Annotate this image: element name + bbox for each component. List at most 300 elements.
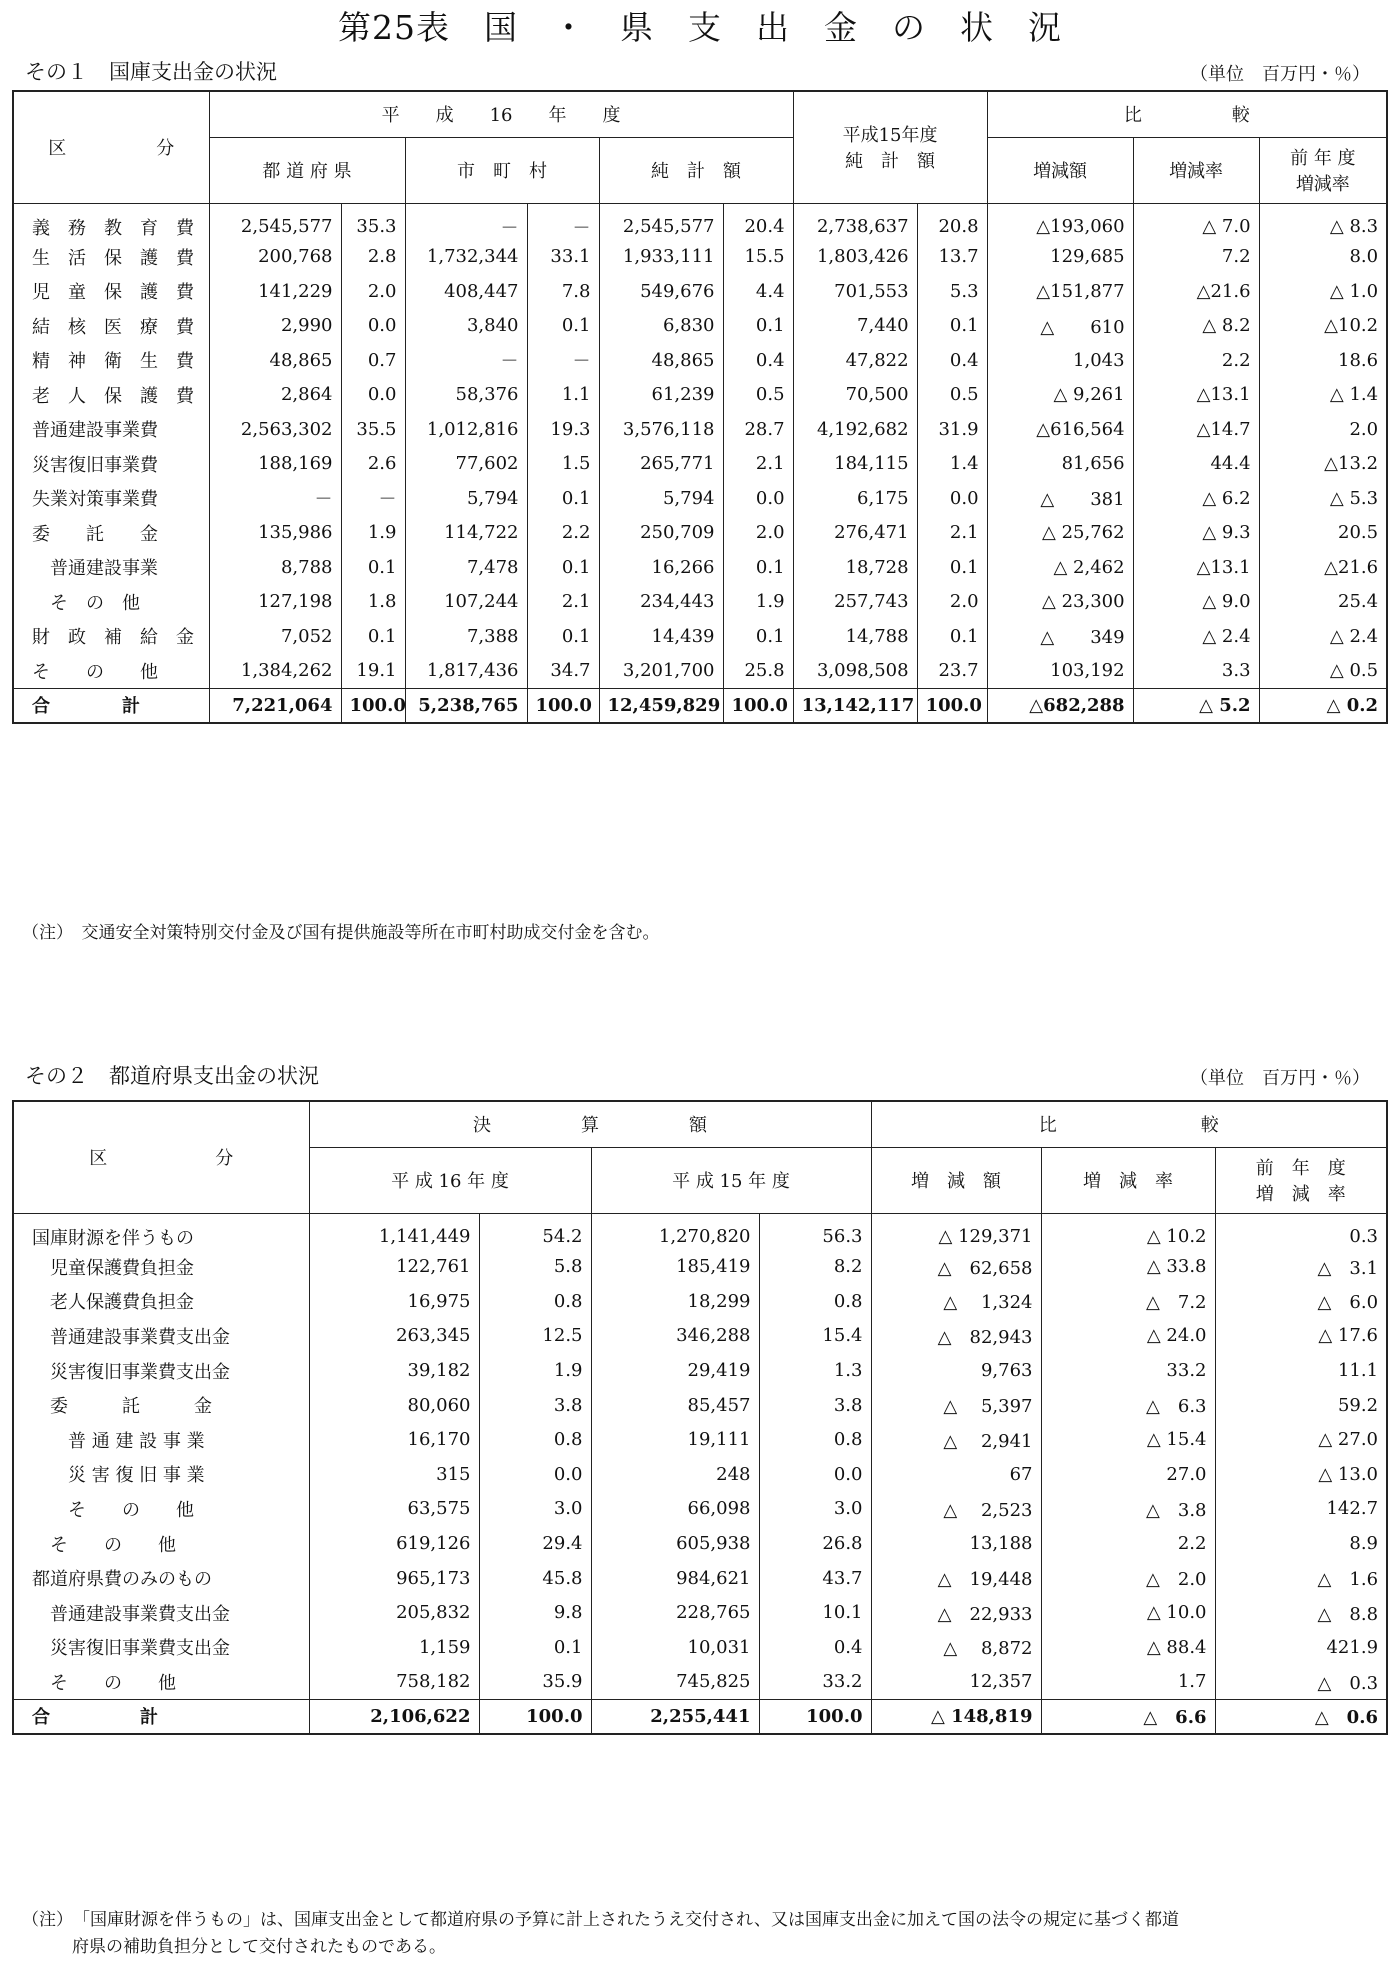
cell-value: 10,031	[591, 1630, 759, 1665]
row-label: 結 核 医 療 費	[13, 309, 209, 344]
cell-value: －	[405, 343, 527, 378]
cell-value: 7,440	[793, 309, 917, 344]
cell-value: 103,192	[987, 654, 1133, 689]
table-row	[13, 516, 1387, 551]
cell-value: 13,188	[871, 1526, 1041, 1561]
cell-value: △ 6.6	[1041, 1699, 1215, 1734]
cell-value: 2.6	[341, 447, 405, 482]
cell-value: 0.1	[341, 550, 405, 585]
cell-value: △ 5,397	[871, 1388, 1041, 1423]
t2-header-h15: 平 成 15 年 度	[591, 1147, 871, 1213]
cell-value: 9.8	[479, 1595, 591, 1630]
cell-value: 23.7	[917, 654, 987, 689]
cell-value: 0.7	[341, 343, 405, 378]
cell-value: 0.1	[917, 550, 987, 585]
cell-value: 1.8	[341, 585, 405, 620]
cell-value: 3,840	[405, 309, 527, 344]
cell-value: 234,443	[599, 585, 723, 620]
cell-value: 0.1	[527, 309, 599, 344]
cell-value: △ 9.3	[1133, 516, 1259, 551]
cell-value: 29.4	[479, 1526, 591, 1561]
cell-value: 188,169	[209, 447, 341, 482]
cell-value: 16,975	[309, 1284, 479, 1319]
cell-value: 2.0	[723, 516, 793, 551]
cell-value: －	[341, 481, 405, 516]
cell-value: 0.1	[723, 619, 793, 654]
table2-note-line2: 府県の補助負担分として交付されたものである。	[72, 1937, 446, 1957]
cell-value: △ 8.3	[1259, 203, 1387, 240]
table-total-row	[13, 1699, 1387, 1734]
t2-header-h16: 平 成 16 年 度	[309, 1147, 591, 1213]
cell-value: 12.5	[479, 1319, 591, 1354]
cell-value: 619,126	[309, 1526, 479, 1561]
cell-value: △ 2,523	[871, 1492, 1041, 1527]
cell-value: 2.1	[527, 585, 599, 620]
cell-value: 2.1	[917, 516, 987, 551]
cell-value: 0.4	[917, 343, 987, 378]
cell-value: 12,357	[871, 1665, 1041, 1700]
cell-value: 0.1	[527, 550, 599, 585]
cell-value: 0.8	[479, 1284, 591, 1319]
row-label: 合 計	[13, 1699, 309, 1734]
cell-value: 1.7	[1041, 1665, 1215, 1700]
cell-value: 107,244	[405, 585, 527, 620]
cell-value: 1,803,426	[793, 240, 917, 275]
cell-value: △ 15.4	[1041, 1422, 1215, 1457]
cell-value: 29,419	[591, 1353, 759, 1388]
cell-value: △616,564	[987, 412, 1133, 447]
cell-value: △ 5.3	[1259, 481, 1387, 516]
cell-value: 965,173	[309, 1561, 479, 1596]
row-label: 失業対策事業費	[13, 481, 209, 516]
t1-header-h15-line2: 純 計 額	[845, 151, 936, 173]
cell-value: 20.5	[1259, 516, 1387, 551]
cell-value: 3,576,118	[599, 412, 723, 447]
row-label: そ の 他	[13, 654, 209, 689]
table-row	[13, 1250, 1387, 1285]
cell-value: 26.8	[759, 1526, 871, 1561]
row-label: そ の 他	[13, 1492, 309, 1527]
cell-value: 185,419	[591, 1250, 759, 1285]
cell-value: 7,388	[405, 619, 527, 654]
cell-value: 5.3	[917, 274, 987, 309]
row-label: 合 計	[13, 688, 209, 723]
cell-value: 184,115	[793, 447, 917, 482]
cell-value: △ 27.0	[1215, 1422, 1387, 1457]
cell-value: 1.9	[479, 1353, 591, 1388]
table-row	[13, 481, 1387, 516]
cell-value: 58,376	[405, 378, 527, 413]
cell-value: －	[209, 481, 341, 516]
cell-value: △13.1	[1133, 378, 1259, 413]
cell-value: 3.8	[759, 1388, 871, 1423]
cell-value: 142.7	[1215, 1492, 1387, 1527]
cell-value: 1,817,436	[405, 654, 527, 689]
t1-header-h16: 平 成 16 年 度	[209, 91, 793, 137]
table1-subtitle: その１ 国庫支出金の状況	[25, 60, 277, 84]
cell-value: 1,043	[987, 343, 1133, 378]
t2-header-compare: 比 較	[871, 1101, 1387, 1147]
cell-value: △13.1	[1133, 550, 1259, 585]
row-label: そ の 他	[13, 1526, 309, 1561]
cell-value: △ 2.4	[1259, 619, 1387, 654]
cell-value: 0.8	[759, 1422, 871, 1457]
t1-header-rate: 増減率	[1133, 137, 1259, 203]
table-row	[13, 274, 1387, 309]
table-row	[13, 1284, 1387, 1319]
cell-value: 0.1	[723, 550, 793, 585]
cell-value: 2.0	[1259, 412, 1387, 447]
cell-value: 100.0	[341, 688, 405, 723]
cell-value: △ 2.4	[1133, 619, 1259, 654]
cell-value: 25.8	[723, 654, 793, 689]
cell-value: 28.7	[723, 412, 793, 447]
table-row	[13, 378, 1387, 413]
t1-header-prev-line2: 増減率	[1295, 174, 1350, 195]
cell-value: 43.7	[759, 1561, 871, 1596]
cell-value: 2,990	[209, 309, 341, 344]
cell-value: 3.8	[479, 1388, 591, 1423]
t1-header-prev	[1259, 137, 1387, 203]
t1-header-h15-line1: 平成15年度	[842, 125, 938, 147]
cell-value: 33.2	[1041, 1353, 1215, 1388]
cell-value: 408,447	[405, 274, 527, 309]
cell-value: △ 0.6	[1215, 1699, 1387, 1734]
cell-value: 250,709	[599, 516, 723, 551]
cell-value: 1,012,816	[405, 412, 527, 447]
cell-value: 0.0	[341, 309, 405, 344]
cell-value: 48,865	[599, 343, 723, 378]
row-label: 児童保護費負担金	[13, 1250, 309, 1285]
cell-value: 2,545,577	[599, 203, 723, 240]
cell-value: 0.1	[479, 1630, 591, 1665]
row-label: 児 童 保 護 費	[13, 274, 209, 309]
table-row	[13, 240, 1387, 275]
cell-value: 54.2	[479, 1213, 591, 1250]
cell-value: 2.2	[1133, 343, 1259, 378]
cell-value: 129,685	[987, 240, 1133, 275]
t1-header-diff: 増減額	[987, 137, 1133, 203]
cell-value: 605,938	[591, 1526, 759, 1561]
table-row	[13, 203, 1387, 240]
table-row	[13, 1526, 1387, 1561]
table-row	[13, 447, 1387, 482]
cell-value: 66,098	[591, 1492, 759, 1527]
cell-value: △ 62,658	[871, 1250, 1041, 1285]
cell-value: 9,763	[871, 1353, 1041, 1388]
cell-value: 2,864	[209, 378, 341, 413]
row-label: 普通建設事業費支出金	[13, 1595, 309, 1630]
cell-value: △ 1.6	[1215, 1561, 1387, 1596]
cell-value: 56.3	[759, 1213, 871, 1250]
t1-header-net: 純 計 額	[599, 137, 793, 203]
cell-value: △ 349	[987, 619, 1133, 654]
cell-value: 6,830	[599, 309, 723, 344]
cell-value: 1,159	[309, 1630, 479, 1665]
table-row	[13, 1422, 1387, 1457]
cell-value: △14.7	[1133, 412, 1259, 447]
cell-value: 20.8	[917, 203, 987, 240]
cell-value: 2.2	[1041, 1526, 1215, 1561]
cell-value: 0.1	[723, 309, 793, 344]
cell-value: 7.2	[1133, 240, 1259, 275]
cell-value: △ 24.0	[1041, 1319, 1215, 1354]
row-label: 災害復旧事業費支出金	[13, 1630, 309, 1665]
cell-value: 2,545,577	[209, 203, 341, 240]
cell-value: △ 2.0	[1041, 1561, 1215, 1596]
cell-value: △ 0.3	[1215, 1665, 1387, 1700]
row-label: 災 害 復 旧 事 業	[13, 1457, 309, 1492]
table1-unit: （単位 百万円・％）	[1190, 64, 1370, 85]
cell-value: △ 2,941	[871, 1422, 1041, 1457]
cell-value: 14,439	[599, 619, 723, 654]
table-row	[13, 1388, 1387, 1423]
cell-value: 701,553	[793, 274, 917, 309]
cell-value: 0.0	[723, 481, 793, 516]
cell-value: 15.5	[723, 240, 793, 275]
row-label: 精 神 衛 生 費	[13, 343, 209, 378]
cell-value: 4,192,682	[793, 412, 917, 447]
cell-value: 7,221,064	[209, 688, 341, 723]
row-label: 委 託 金	[13, 1388, 309, 1423]
table2-unit: （単位 百万円・％）	[1190, 1068, 1370, 1089]
t2-header-prev	[1215, 1147, 1387, 1213]
t1-header-muni: 市 町 村	[405, 137, 599, 203]
cell-value: 19.3	[527, 412, 599, 447]
cell-value: 34.7	[527, 654, 599, 689]
cell-value: △ 22,933	[871, 1595, 1041, 1630]
cell-value: 25.4	[1259, 585, 1387, 620]
cell-value: △ 3.8	[1041, 1492, 1215, 1527]
table-row	[13, 585, 1387, 620]
row-label: 普 通 建 設 事 業	[13, 1422, 309, 1457]
t1-header-kubun: 区 分	[13, 91, 209, 203]
cell-value: 1,141,449	[309, 1213, 479, 1250]
cell-value: 346,288	[591, 1319, 759, 1354]
cell-value: 200,768	[209, 240, 341, 275]
table2-subtitle: その２ 都道府県支出金の状況	[25, 1064, 319, 1088]
cell-value: △13.2	[1259, 447, 1387, 482]
cell-value: 1.9	[723, 585, 793, 620]
cell-value: 33.2	[759, 1665, 871, 1700]
cell-value: －	[527, 203, 599, 240]
cell-value: 205,832	[309, 1595, 479, 1630]
cell-value: 758,182	[309, 1665, 479, 1700]
cell-value: 85,457	[591, 1388, 759, 1423]
table-row	[13, 1595, 1387, 1630]
cell-value: △ 9.0	[1133, 585, 1259, 620]
cell-value: △ 7.2	[1041, 1284, 1215, 1319]
t2-header-kubun: 区 分	[13, 1101, 309, 1213]
cell-value: 3,201,700	[599, 654, 723, 689]
cell-value: 0.0	[917, 481, 987, 516]
table2-note-line1: （注） 「国庫財源を伴うもの」は、国庫支出金として都道府県の予算に計上されたうえ交付され、又は国庫支出金に加えて国の法令の規定に基づく都道	[22, 1910, 1180, 1930]
cell-value: 315	[309, 1457, 479, 1492]
row-label: そ の 他	[13, 585, 209, 620]
cell-value: 48,865	[209, 343, 341, 378]
cell-value: 45.8	[479, 1561, 591, 1596]
cell-value: △ 88.4	[1041, 1630, 1215, 1665]
cell-value: 81,656	[987, 447, 1133, 482]
cell-value: △ 5.2	[1133, 688, 1259, 723]
cell-value: 100.0	[759, 1699, 871, 1734]
cell-value: 0.1	[341, 619, 405, 654]
row-label: 老人保護費負担金	[13, 1284, 309, 1319]
cell-value: △ 3.1	[1215, 1250, 1387, 1285]
cell-value: 5,238,765	[405, 688, 527, 723]
cell-value: △ 6.0	[1215, 1284, 1387, 1319]
page-title: 第25表 国 ・ 県 支 出 金 の 状 況	[338, 8, 1062, 47]
t2-header-prev-line2: 増 減 率	[1255, 1184, 1346, 1205]
cell-value: 0.0	[759, 1457, 871, 1492]
cell-value: 10.1	[759, 1595, 871, 1630]
cell-value: 0.1	[527, 619, 599, 654]
cell-value: 0.3	[1215, 1213, 1387, 1250]
cell-value: 1.5	[527, 447, 599, 482]
cell-value: △ 10.2	[1041, 1213, 1215, 1250]
cell-value: △682,288	[987, 688, 1133, 723]
cell-value: 39,182	[309, 1353, 479, 1388]
cell-value: △21.6	[1133, 274, 1259, 309]
cell-value: 1,732,344	[405, 240, 527, 275]
cell-value: 20.4	[723, 203, 793, 240]
cell-value: 13,142,117	[793, 688, 917, 723]
cell-value: 47,822	[793, 343, 917, 378]
cell-value: 16,170	[309, 1422, 479, 1457]
row-label: 国庫財源を伴うもの	[13, 1213, 309, 1250]
cell-value: 8.2	[759, 1250, 871, 1285]
cell-value: 100.0	[527, 688, 599, 723]
cell-value: 4.4	[723, 274, 793, 309]
cell-value: 0.8	[479, 1422, 591, 1457]
cell-value: 14,788	[793, 619, 917, 654]
cell-value: 3,098,508	[793, 654, 917, 689]
cell-value: 1.9	[341, 516, 405, 551]
table-row	[13, 1457, 1387, 1492]
cell-value: 18,299	[591, 1284, 759, 1319]
cell-value: △ 9,261	[987, 378, 1133, 413]
cell-value: 19,111	[591, 1422, 759, 1457]
cell-value: 1.1	[527, 378, 599, 413]
cell-value: △ 129,371	[871, 1213, 1041, 1250]
cell-value: 2,738,637	[793, 203, 917, 240]
cell-value: 265,771	[599, 447, 723, 482]
table-row	[13, 309, 1387, 344]
cell-value: 0.1	[917, 619, 987, 654]
table-row	[13, 550, 1387, 585]
cell-value: △ 1.0	[1259, 274, 1387, 309]
cell-value: 141,229	[209, 274, 341, 309]
cell-value: 2,106,622	[309, 1699, 479, 1734]
t2-header-kessan: 決 算 額	[309, 1101, 871, 1147]
cell-value: 1,384,262	[209, 654, 341, 689]
cell-value: △ 10.0	[1041, 1595, 1215, 1630]
cell-value: 35.5	[341, 412, 405, 447]
cell-value: 8.9	[1215, 1526, 1387, 1561]
cell-value: 248	[591, 1457, 759, 1492]
row-label: 普通建設事業	[13, 550, 209, 585]
cell-value: 77,602	[405, 447, 527, 482]
cell-value: 80,060	[309, 1388, 479, 1423]
cell-value: △193,060	[987, 203, 1133, 240]
table-row	[13, 619, 1387, 654]
row-label: 生 活 保 護 費	[13, 240, 209, 275]
t1-header-pref: 都 道 府 県	[209, 137, 405, 203]
row-label: 災害復旧事業費	[13, 447, 209, 482]
cell-value: 44.4	[1133, 447, 1259, 482]
cell-value: △ 17.6	[1215, 1319, 1387, 1354]
cell-value: 7.8	[527, 274, 599, 309]
cell-value: 7,478	[405, 550, 527, 585]
cell-value: 263,345	[309, 1319, 479, 1354]
cell-value: 0.0	[341, 378, 405, 413]
table-row	[13, 654, 1387, 689]
t1-header-h15	[793, 91, 987, 203]
cell-value: 2.0	[917, 585, 987, 620]
cell-value: 421.9	[1215, 1630, 1387, 1665]
cell-value: －	[527, 343, 599, 378]
cell-value: △151,877	[987, 274, 1133, 309]
cell-value: △21.6	[1259, 550, 1387, 585]
cell-value: △ 2,462	[987, 550, 1133, 585]
cell-value: 13.7	[917, 240, 987, 275]
row-label: そ の 他	[13, 1665, 309, 1700]
cell-value: 3.3	[1133, 654, 1259, 689]
cell-value: △ 0.5	[1259, 654, 1387, 689]
table-row	[13, 1353, 1387, 1388]
cell-value: △ 7.0	[1133, 203, 1259, 240]
cell-value: 257,743	[793, 585, 917, 620]
cell-value: 61,239	[599, 378, 723, 413]
t1-header-compare: 比 較	[987, 91, 1387, 137]
cell-value: △ 23,300	[987, 585, 1133, 620]
row-label: 財 政 補 給 金	[13, 619, 209, 654]
table1	[12, 90, 1388, 724]
cell-value: 0.5	[723, 378, 793, 413]
table-row	[13, 1630, 1387, 1665]
cell-value: 2,563,302	[209, 412, 341, 447]
table-total-row	[13, 688, 1387, 723]
table-row	[13, 1665, 1387, 1700]
cell-value: △ 1.4	[1259, 378, 1387, 413]
cell-value: 114,722	[405, 516, 527, 551]
cell-value: 15.4	[759, 1319, 871, 1354]
cell-value: 8,788	[209, 550, 341, 585]
cell-value: 0.1	[527, 481, 599, 516]
cell-value: △ 610	[987, 309, 1133, 344]
cell-value: 2.1	[723, 447, 793, 482]
row-label: 普通建設事業費	[13, 412, 209, 447]
cell-value: △ 148,819	[871, 1699, 1041, 1734]
row-label: 委 託 金	[13, 516, 209, 551]
cell-value: △10.2	[1259, 309, 1387, 344]
cell-value: △ 0.2	[1259, 688, 1387, 723]
table2	[12, 1100, 1388, 1735]
cell-value: △ 33.8	[1041, 1250, 1215, 1285]
cell-value: 1.4	[917, 447, 987, 482]
cell-value: 7,052	[209, 619, 341, 654]
cell-value: 2.0	[341, 274, 405, 309]
cell-value: 276,471	[793, 516, 917, 551]
cell-value: 35.3	[341, 203, 405, 240]
cell-value: △ 82,943	[871, 1319, 1041, 1354]
table-row	[13, 1213, 1387, 1250]
cell-value: 31.9	[917, 412, 987, 447]
cell-value: 18,728	[793, 550, 917, 585]
cell-value: 35.9	[479, 1665, 591, 1700]
cell-value: 0.5	[917, 378, 987, 413]
cell-value: 100.0	[479, 1699, 591, 1734]
